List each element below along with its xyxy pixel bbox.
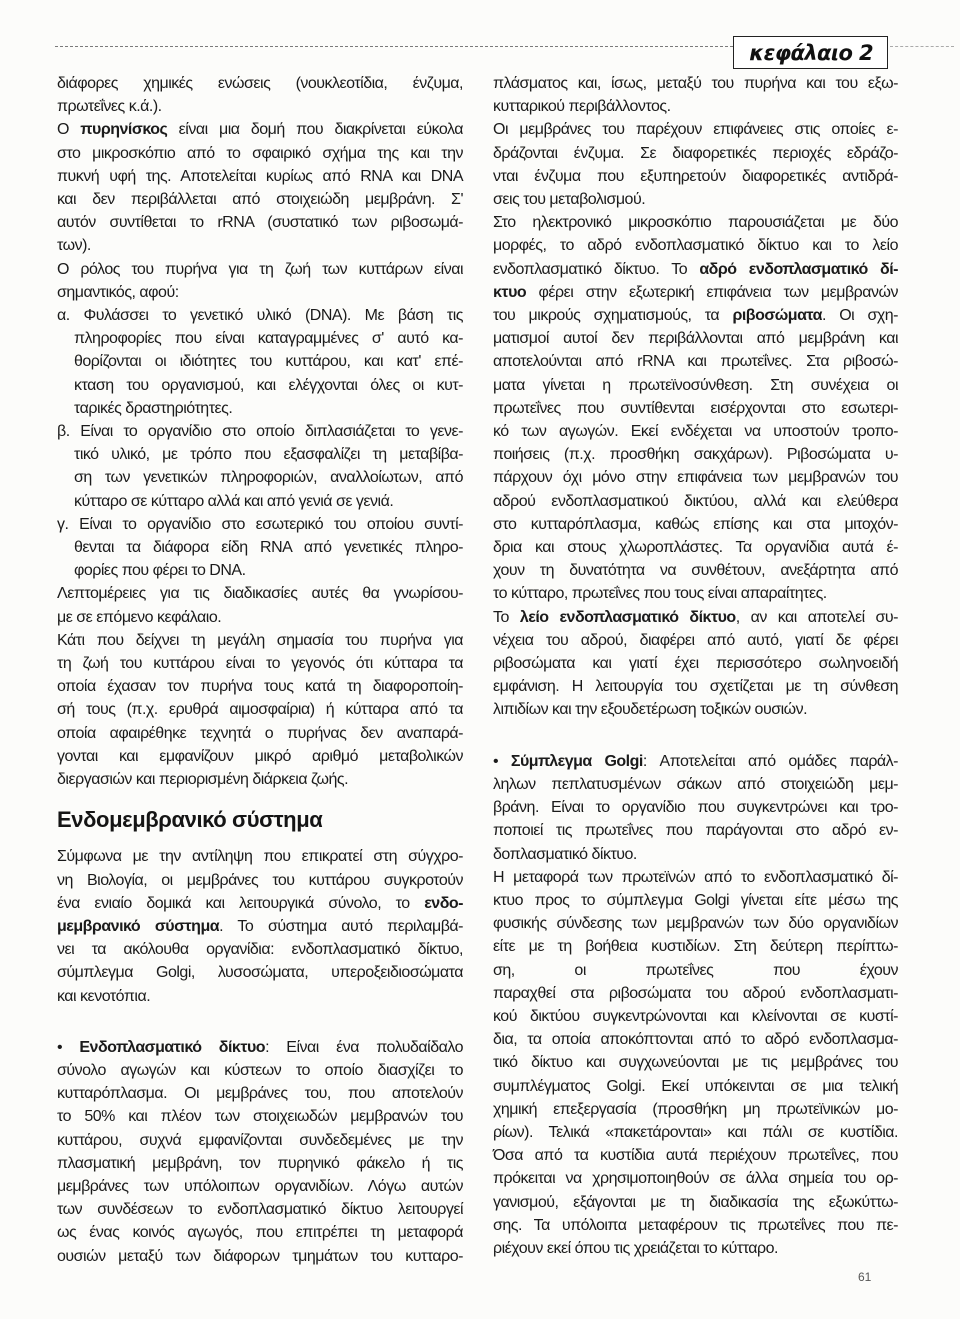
text-run: νη Βιολογία, οι μεμβράνες του κυττάρου συγκροτούν — [57, 871, 463, 889]
right-text-column — [493, 72, 898, 1260]
text-run: και δεν περιβάλλεται από στοιχειώδη μεμβράνη. Σ' — [57, 191, 463, 209]
text-run: πρωτεΐνες που συντίθενται εισέρχονται στο εσωτερι- — [493, 399, 898, 417]
text-line — [493, 466, 898, 489]
text-line — [57, 938, 463, 961]
text-line — [493, 1237, 898, 1260]
text-run: το 50% και πλέον των στοιχειωδών μεμβρανών του — [57, 1108, 463, 1126]
text-run: με σε επόμενο κεφάλαιο. — [57, 608, 222, 626]
text-run: οποία αφαιρέθηκε τεχνητά ο πυρήνας δεν αναπαρά- — [57, 724, 463, 742]
text-run: Όσα από τα κυστίδια αυτά περιέχουν πρωτεΐνες, που — [493, 1147, 898, 1165]
text-line — [493, 750, 898, 773]
text-line — [57, 258, 463, 281]
text-run: ενδοπλασματικό δίκτυο. Το — [493, 260, 700, 278]
text-run: . Το σύστημα αυτό περιλαμβά- — [219, 917, 463, 935]
text-line — [493, 959, 898, 982]
text-run: φορίες που φέρει το DNA. — [74, 562, 246, 580]
text-run: : Αποτελείται από ομάδες παράλ- — [642, 752, 898, 770]
text-line — [57, 1175, 463, 1198]
text-run: φυσικής σύνδεσης των μεμβρανών των δύο οργανιδίων — [493, 915, 898, 933]
text-line — [57, 142, 463, 165]
text-run: Ο ρόλος του πυρήνα για τη ζωή των κυττάρων είναι — [57, 260, 463, 278]
text-run: το κύτταρο, πρωτεΐνες που τους είναι απαραίτητες. — [493, 585, 827, 603]
text-run: θορίζονται οι ιδιότητες του κυττάρου, και κατ' επέ- — [74, 353, 463, 371]
paragraph — [57, 582, 463, 628]
text-line — [493, 843, 898, 866]
text-run: γανισμού, εξάγονται με τη διαδικασία της εξωκύττω- — [493, 1193, 898, 1211]
text-run: νται ένζυμα που εξυπηρετούν διαφορετικές αντιδρά- — [493, 167, 898, 185]
text-line — [57, 72, 463, 95]
text-run: διάφορες χημικές ενώσεις (νουκλεοτίδια, ένζυμα, — [57, 75, 463, 92]
text-run: σημαντικός, αφού: — [57, 283, 179, 301]
text-line — [493, 698, 898, 721]
text-run: ως ένας κοινός αγωγός, που επιτρέπει τη μεταφορά — [57, 1224, 463, 1242]
text-run: Λεπτομέρειες για τις διαδικασίες αυτές θα γνωρίσου- — [57, 585, 463, 603]
paragraph — [493, 118, 898, 211]
text-line — [493, 982, 898, 1005]
text-run: ένα ενιαίο δομικά και λειτουργικά σύνολο, το — [57, 894, 425, 912]
text-run: αυτόν συντίθεται το rRNA (συστατικό των ριβοσωμά- — [57, 214, 463, 232]
text-run: ταρικές δραστηριότητες. — [74, 399, 233, 417]
text-run: Κάτι που δείχνει τη μεγάλη σημασία του πυρήνα για — [57, 631, 463, 649]
text-line — [493, 188, 898, 211]
text-line — [57, 652, 463, 675]
text-run: κταση του οργανισμού, και ελέγχονται όλες οι κυτ- — [74, 376, 463, 394]
text-run: σύμπλεγμα Golgi, λυσοσώματα, υπεροξειδιοσώματα — [57, 964, 463, 982]
text-run: β. Είναι το οργανίδιο στο οποίο διπλασιάζεται το γενε- — [57, 423, 463, 441]
text-line — [57, 211, 463, 234]
text-line — [493, 304, 898, 327]
text-run: δια, τα οποία αποκόπτονται από το αδρό ενδοπλασμα- — [493, 1031, 898, 1049]
bold-term: πυρηνίσκος — [80, 121, 168, 139]
paragraph — [493, 72, 898, 118]
text-run: Το — [493, 608, 520, 626]
text-line — [493, 629, 898, 652]
text-line — [57, 1082, 463, 1105]
text-run: κού δικτύου συγκεντρώνονται και κλείνονται σε κυστί- — [493, 1007, 898, 1025]
text-line — [493, 397, 898, 420]
text-run: ουσιών μεταξύ των διάφορων τμημάτων του κυτταρο- — [57, 1247, 463, 1265]
text-run: πρωτεΐνες κ.ά.). — [57, 98, 162, 116]
text-run: παραχθεί στα ριβοσώματα του αδρού ενδοπλασματι- — [493, 984, 898, 1002]
text-line — [57, 1245, 463, 1268]
paragraph — [57, 258, 463, 304]
text-run: πρόκειται να χρησιμοποιηθούν σε άλλα σημεία του ορ- — [493, 1170, 898, 1188]
text-line — [493, 165, 898, 188]
header-dashed-rule — [890, 46, 954, 47]
paragraph — [57, 845, 463, 1007]
text-line — [57, 466, 463, 489]
text-run: • — [493, 752, 511, 770]
page-number: 61 — [858, 1270, 872, 1284]
section-heading: Ενδομεμβρανικό σύστημα — [57, 807, 323, 833]
text-line — [57, 559, 463, 582]
text-run: εμφάνιση. Η λειτουργία του σχετίζεται με τη σύνθεση — [493, 678, 898, 696]
text-line — [57, 869, 463, 892]
text-line — [493, 258, 898, 281]
bullet-item — [57, 1036, 463, 1268]
text-run: κυττάρου, συχνά εμφανίζονται συνδεδεμένες με την — [57, 1131, 463, 1149]
text-line — [493, 142, 898, 165]
text-line — [493, 281, 898, 304]
text-run: ση των γενετικών πληροφοριών, αναλλοίωτων, από — [74, 469, 463, 487]
text-line — [493, 490, 898, 513]
text-run: • — [57, 1038, 80, 1056]
text-run: θενται τα διάφορα είδη RNA από γενετικές πληρο- — [74, 539, 463, 557]
text-run: κό των αγωγών. Εκεί ενδέχεται να υποστούν τροπο- — [493, 423, 898, 441]
text-line — [57, 118, 463, 141]
text-line — [493, 1214, 898, 1237]
bold-term: μεμβρανικό σύστημα — [57, 917, 220, 935]
chapter-badge — [733, 36, 888, 69]
text-line — [57, 606, 463, 629]
paragraph — [57, 118, 463, 257]
text-line — [57, 1105, 463, 1128]
text-line — [493, 652, 898, 675]
text-line — [493, 327, 898, 350]
text-run: μεμβράνες των υπόλοιπων οργανιδίων. Λόγω αυτών — [57, 1177, 463, 1195]
text-run: δρια και στους χλωροπλάστες. Τα οργανίδια αυτά έ- — [493, 539, 898, 557]
text-line — [493, 536, 898, 559]
text-line — [57, 1059, 463, 1082]
text-line — [57, 629, 463, 652]
text-run: μορφές, το αδρό ενδοπλασματικό δίκτυο και το λείο — [493, 237, 898, 255]
text-line — [57, 698, 463, 721]
list-item — [57, 304, 463, 420]
text-line — [57, 745, 463, 768]
text-run: : Είναι ένα πολυδαίδαλο — [265, 1038, 464, 1056]
text-line — [57, 397, 463, 420]
text-run: πυκνή υφή της. Αποτελείται κυρίως από RNA και DNA — [57, 167, 463, 185]
text-line — [493, 675, 898, 698]
text-line — [493, 866, 898, 889]
text-run: ληλων πεπλατυσμένων σάκων από στοιχειώδη μεμ- — [493, 775, 898, 793]
text-line — [57, 490, 463, 513]
text-run: Στο ηλεκτρονικό μικροσκόπιο παρουσιάζεται με δύο — [493, 214, 898, 232]
paragraph — [493, 211, 898, 605]
text-run: ματα γίνεται η πρωτεϊνοσύνθεση. Στη συνέχεια οι — [493, 376, 898, 394]
text-line — [57, 1036, 463, 1059]
text-run: αποτελούνται από rRNA και πρωτεΐνες. Στα ριβοσώ- — [493, 353, 898, 371]
text-run: νέχεια του αδρού, διαφέρει από αυτό, γιατί δε φέρει — [493, 631, 898, 649]
paragraph — [57, 629, 463, 791]
text-run: των συνδέσεων το ενδοπλασματικό δίκτυο λειτουργεί — [57, 1201, 463, 1219]
text-run: ποιήσεις (π.χ. προσθήκη σακχάρων). Ριβοσώματα υ- — [493, 446, 898, 464]
text-line — [493, 819, 898, 842]
text-line — [493, 95, 898, 118]
text-line — [57, 420, 463, 443]
paragraph — [493, 866, 898, 1260]
text-line — [493, 582, 898, 605]
text-line — [493, 1121, 898, 1144]
text-line — [493, 211, 898, 234]
bullet-item — [493, 750, 898, 866]
text-line — [57, 1198, 463, 1221]
paragraph — [493, 606, 898, 722]
text-run: σης. Τα υπόλοιπα μεταφέρουν τις πρωτεΐνες που πε- — [493, 1216, 898, 1234]
left-text-column — [57, 72, 463, 1268]
text-run: δοπλασματικό δίκτυο. — [493, 845, 637, 863]
text-run: ριέχουν εκεί όπου τις χρειάζεται το κύτταρο. — [493, 1239, 778, 1257]
text-run: είτε με τη βοήθεια κυστιδίων. Στη δεύτερη περίπτω- — [493, 938, 898, 956]
header-dashed-rule — [55, 46, 733, 47]
text-run: κυτταρικού περιβάλλοντος. — [493, 98, 671, 116]
text-run: φέρει στην εξωτερική επιφάνεια των μεμβρανών — [526, 283, 898, 301]
text-line — [493, 1167, 898, 1190]
text-run: τικό δίκτυο και συγχωνεύονται με τις μεμβράνες του — [493, 1054, 898, 1072]
chapter-label: κεφάλαιο 2 — [749, 40, 873, 65]
text-run: Ο — [57, 121, 81, 139]
text-run: του μικρούς σχηματισμούς, τα — [493, 307, 733, 325]
paragraph — [57, 72, 463, 118]
text-run: οποία έχασαν τον πυρήνα τους κατά τη διαφοροποίη- — [57, 678, 463, 696]
text-run: και κενοτόπια. — [57, 987, 151, 1005]
text-line — [493, 1098, 898, 1121]
text-line — [57, 350, 463, 373]
text-run: διεργασιών και περιορισμένη διάρκεια ζωής. — [57, 771, 349, 789]
text-run: τη ζωή του κυττάρου είναι το γεγονός ότι κύτταρα τα — [57, 655, 463, 673]
text-line — [57, 675, 463, 698]
text-line — [57, 892, 463, 915]
text-line — [493, 1051, 898, 1074]
text-run: ποποιεί τις πρωτεΐνες που παράγονται στο αδρό εν- — [493, 822, 898, 840]
text-line — [493, 1005, 898, 1028]
text-run: κυτταρόπλασμα. Οι μεμβράνες του, που αποτελούν — [57, 1085, 463, 1103]
text-line — [493, 118, 898, 141]
text-run: στο μικροσκόπιο από το σφαιρικό σχήμα της και την — [57, 144, 463, 162]
text-line — [57, 961, 463, 984]
text-line — [493, 773, 898, 796]
text-run: ση, οι πρωτεΐνες που έχουν — [493, 961, 898, 979]
text-line — [57, 281, 463, 304]
text-run: τικό υλικό, με τρόπο που εξασφαλίζει τη μεταβίβα- — [74, 446, 463, 464]
text-run: γονται και εμφανίζουν μικρό αριθμό μεταβολικών — [57, 747, 463, 765]
text-run: βράνη. Είναι το οργανίδιο που συγκεντρώνει και τρο- — [493, 799, 898, 817]
text-line — [57, 915, 463, 938]
text-line — [493, 606, 898, 629]
bold-term: ενδο- — [424, 894, 463, 912]
text-line — [493, 513, 898, 536]
text-run: ματισμοί αυτοί δεν περιβάλλονται από μεμβράνη και — [493, 330, 898, 348]
text-line — [493, 1075, 898, 1098]
text-run: των). — [57, 237, 91, 255]
text-line — [57, 188, 463, 211]
text-line — [493, 912, 898, 935]
text-line — [493, 1191, 898, 1214]
text-line — [57, 443, 463, 466]
text-run: χημική επεξεργασία (προσθήκη μη πρωτεϊνικών μο- — [493, 1100, 898, 1118]
text-run: Οι μεμβράνες του παρέχουν επιφάνειες στις οποίες ε- — [493, 121, 898, 139]
text-line — [57, 95, 463, 118]
bold-term: Σύμπλεγμα Golgi — [510, 752, 643, 770]
text-line — [57, 845, 463, 868]
text-line — [57, 374, 463, 397]
text-line — [493, 374, 898, 397]
text-run: γ. Είναι το οργανίδιο στο εσωτερικό του οποίου συντί- — [57, 515, 463, 533]
text-run: συμπλέγματος Golgi. Εκεί υπόκεινται σε μια τελική — [493, 1077, 898, 1095]
text-run: κτυο προς το σύμπλεγμα Golgi γίνεται είτε μέσω της — [493, 891, 898, 909]
text-run: πλάσματος και, ίσως, μεταξύ του πυρήνα και του εξω- — [493, 75, 898, 92]
bold-term: Ενδοπλασματικό δίκτυο — [79, 1038, 266, 1056]
text-run: νει τα ακόλουθα οργανίδια: ενδοπλασματικό δίκτυο, — [57, 941, 463, 959]
text-run: ριβοσώματα και γιατί έχει περισσότερο σωληνοειδή — [493, 655, 898, 673]
text-line — [57, 582, 463, 605]
text-line — [57, 1129, 463, 1152]
text-line — [57, 722, 463, 745]
text-run: σύνολο αγωγών και κύστεων το οποίο διασχίζει το — [57, 1061, 463, 1079]
text-run: Η μεταφορά των πρωτεϊνών από το ενδοπλασματικό δί- — [493, 868, 898, 886]
text-run: ρίων). Τελικά «πακετάρονται» και πάλι σε κυστίδια. — [493, 1123, 898, 1141]
text-run: Σύμφωνα με την αντίληψη που επικρατεί στη σύγχρο- — [57, 848, 463, 866]
text-line — [493, 443, 898, 466]
text-run: , αν και αποτελεί συ- — [735, 608, 898, 626]
text-line — [57, 985, 463, 1008]
text-run: λιπιδίων και την εξουδετέρωση τοξικών ουσιών. — [493, 701, 808, 719]
text-line — [57, 513, 463, 536]
text-run: χουν τη δυνατότητα να συνθέτουν, ανεξάρτητα από — [493, 562, 898, 580]
text-line — [493, 420, 898, 443]
text-line — [57, 234, 463, 257]
text-run: είναι μια δομή που διακρίνεται εύκολα — [167, 121, 463, 139]
text-run: δράζονται ένζυμα. Σε διαφορετικές περιοχές εδράζο- — [493, 144, 898, 162]
text-line — [57, 304, 463, 327]
text-line — [57, 536, 463, 559]
text-line — [493, 559, 898, 582]
text-run: α. Φυλάσσει το γενετικό υλικό (DNA). Με βάση τις — [57, 307, 463, 325]
text-line — [57, 768, 463, 791]
text-run: αδρού ενδοπλασματικού δικτύου, αλλά και ελεύθερα — [493, 492, 898, 510]
list-item — [57, 513, 463, 583]
text-line — [493, 889, 898, 912]
text-run: σεις του μεταβολισμού. — [493, 191, 646, 209]
text-run: κύτταρο σε κύτταρο αλλά και από γενιά σε γενιά. — [74, 492, 394, 510]
text-run: σή τους (π.χ. ερυθρά αιμοσφαίρια) ή κύτταρα από τα — [57, 701, 463, 719]
text-run: . Οι σχη- — [821, 307, 899, 325]
text-line — [493, 935, 898, 958]
text-line — [493, 350, 898, 373]
list-item — [57, 420, 463, 513]
text-line — [57, 1152, 463, 1175]
text-run: πλασματική μεμβράνη, τον πυρηνικό φάκελο ή τις — [57, 1154, 463, 1172]
bold-term: αδρό ενδοπλασματικό δί- — [699, 260, 899, 278]
text-line — [493, 796, 898, 819]
text-run: πάρχουν όχι μόνο στην επιφάνεια των μεμβρανών του — [493, 469, 898, 487]
text-run: πληροφορίες που είναι καταγραμμένες σ' αυτό κα- — [74, 330, 463, 348]
text-line — [493, 1144, 898, 1167]
text-line — [493, 234, 898, 257]
text-line — [493, 72, 898, 95]
bold-term: ριβοσώματα — [732, 307, 822, 325]
bold-term: λείο ενδοπλασματικό δίκτυο — [519, 608, 736, 626]
text-line — [493, 1028, 898, 1051]
text-line — [57, 327, 463, 350]
text-line — [57, 1221, 463, 1244]
text-line — [57, 165, 463, 188]
bold-term: κτυο — [493, 283, 527, 301]
text-run: στο κυτταρόπλασμα, καθώς επίσης και στα μιτοχόν- — [493, 515, 898, 533]
